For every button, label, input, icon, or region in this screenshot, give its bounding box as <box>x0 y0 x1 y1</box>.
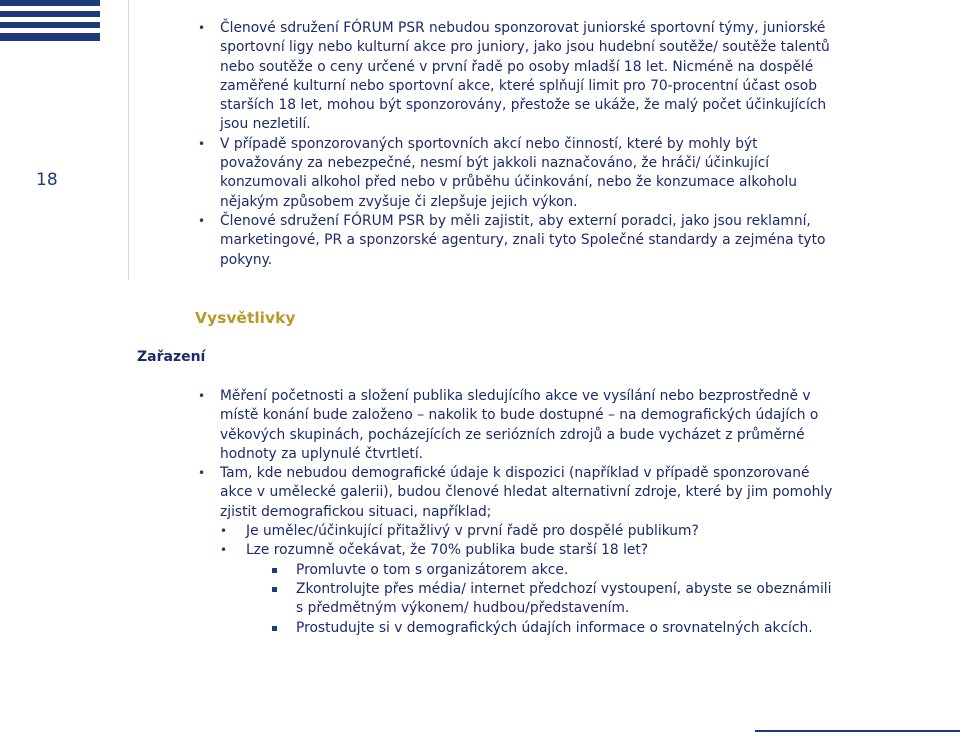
square-list-item <box>246 619 838 638</box>
bottom-bullet-list <box>198 387 838 638</box>
bullet-icon: • <box>198 466 206 481</box>
square-list-item-text: Zkontrolujte přes média/ internet předchozí vystoupení, abyste se obeznámili s předmětným výkonem/ hudbou/představením. <box>296 580 832 617</box>
list-item-text: Členové sdružení FÓRUM PSR by měli zajistit, aby externí poradci, jako jsou reklamní, marketingové, PR a sponzorské agentury, znali tyto Společné standardy a zejména tyto pokyny. <box>220 212 826 268</box>
square-bullet-icon <box>272 626 277 631</box>
list-item-text: Měření početnosti a složení publika sledujícího akce ve vysílání nebo bezprostředně v místě konání bude založeno – nakolik to bude dostupné – na demografických údajích o věkových skupinách, pocházejících ze seriózních zdrojů a bude vycházet z průměrné hodnoty za uplynulé čtvrtletí. <box>220 388 819 462</box>
sub-list-item <box>220 522 838 541</box>
list-item-text: Tam, kde nebudou demografické údaje k dispozici (například v případě sponzorované akce v umělecké galerii), budou členové hledat alternativní zdroje, které by jim pomohly zjistit demografickou situaci, například; <box>220 465 833 520</box>
list-item-text: V případě sponzorovaných sportovních akcí nebo činností, které by mohly být považovány za nebezpečné, nesmí být jakkoli naznačováno, že hráči/ účinkující konzumovali alkohol před nebo v průběhu účinkování, nebo že konzumace alkoholu nějakým způsobem zvyšuje či zlepšuje jejich výkon. <box>220 135 798 210</box>
sub-list-item-text: Lze rozumně očekávat, že 70% publika bude starší 18 let? <box>246 542 649 559</box>
sub-list-item <box>220 541 838 637</box>
square-bullet-icon <box>272 568 277 573</box>
list-item <box>198 19 838 135</box>
square-list-item-text: Promluvte o tom s organizátorem akce. <box>296 561 569 578</box>
bullet-icon: • <box>198 136 206 151</box>
list-item <box>198 212 838 270</box>
square-list-item <box>246 580 838 619</box>
bullet-icon: • <box>220 543 228 558</box>
square-bullet-icon <box>272 587 277 592</box>
list-item-text: Členové sdružení FÓRUM PSR nebudou sponzorovat juniorské sportovní týmy, juniorské sportovní ligy nebo kulturní akce pro juniory, jako jsou hudební soutěže/ soutěže talentů nebo soutěže o ceny určené v první řadě po osoby mladší 18 let. Nicméně na dospělé zaměřené kulturní nebo sportovní akce, které splňují limit pro 70-procentní účast osob starších 18 let, mohou být sponzorovány, přestože se ukáže, že malý počet účinkujících jsou nezletilí. <box>220 20 830 133</box>
side-label: Zařazení <box>137 349 206 365</box>
bullet-icon: • <box>198 213 206 228</box>
page-number: 18 <box>36 170 58 190</box>
square-list-item-text: Prostudujte si v demografických údajích informace o srovnatelných akcích. <box>296 619 813 636</box>
square-list-item <box>246 561 838 580</box>
list-item <box>198 464 838 638</box>
list-item <box>198 387 838 464</box>
bullet-icon: • <box>198 389 206 403</box>
bullet-icon: • <box>220 524 228 539</box>
section-heading: Vysvětlivky <box>195 309 296 327</box>
sub-list-item-text: Je umělec/účinkující přitažlivý v první řadě pro dospělé publikum? <box>246 523 699 540</box>
sub-bullet-list <box>220 522 838 638</box>
top-bullet-list <box>198 19 838 270</box>
bullet-icon: • <box>198 21 206 35</box>
list-item <box>198 135 838 212</box>
margin-divider <box>128 0 129 280</box>
square-bullet-list <box>246 561 838 638</box>
